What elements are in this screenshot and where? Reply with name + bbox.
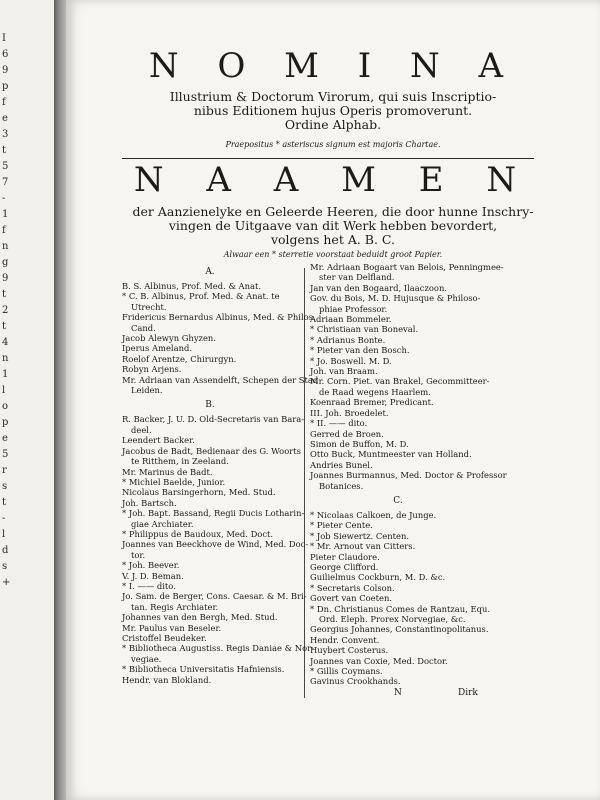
subscriber-entry: Cand. — [131, 322, 156, 333]
subscriber-entry: Huybert Costerus. — [310, 645, 389, 656]
nomina-subtitle-line-3: Ordine Alphab. — [284, 117, 382, 132]
subscriber-entry: Mr. Adriaan van Assendelft, Schepen der Stad — [122, 374, 319, 385]
signature-mark: N — [394, 688, 402, 698]
nomina-title: N O M I N A — [148, 46, 518, 86]
subscriber-entry: * Pieter Cente. — [310, 520, 373, 531]
facing-page-fragment: + — [2, 577, 11, 588]
facing-page-fragment: 5 — [2, 449, 9, 460]
subscriber-entry: Botanices. — [319, 480, 364, 491]
facing-page-fragment: 1 — [2, 369, 9, 380]
facing-page-edge — [0, 0, 55, 800]
subscriber-entry: * Michiel Baelde, Junior. — [122, 476, 226, 487]
subscriber-entry: Simon de Buffon, M. D. — [310, 438, 409, 449]
facing-page-fragment: s — [2, 561, 8, 572]
subscriber-entry: Joannes van Beeckhove de Wind, Med. Doc- — [122, 539, 309, 550]
naamen-title: N A A M E N — [133, 160, 533, 200]
subscriber-entry: Mr. Paulus van Beseler. — [122, 622, 222, 633]
subscriber-entry: ster van Delfland. — [319, 272, 395, 283]
facing-page-fragment: g — [2, 257, 9, 268]
subscriber-entry: * Joh. Bapt. Bassand, Regii Ducis Lotharin- — [122, 508, 305, 519]
subscriber-entry: R. Backer, J. U. D. Old-Secretaris van Bara- — [122, 414, 305, 425]
subscriber-entry: George Clifford. — [310, 561, 379, 572]
facing-page-fragment: I — [2, 33, 6, 44]
left-column — [122, 262, 319, 685]
subscriber-entry: * C. B. Albinus, Prof. Med. & Anat. te — [122, 291, 280, 302]
subscriber-entry: Joannes van Coxie, Med. Doctor. — [310, 655, 448, 666]
subscriber-entry: Joannes Burmannus, Med. Doctor & Professor — [310, 470, 507, 481]
subscriber-entry: B. S. Albinus, Prof. Med. & Anat. — [122, 281, 262, 291]
naamen-subtitle-line-2: vingen de Uitgaave van dit Werk hebben bevordert, — [168, 218, 498, 233]
subscriber-entry: Gerred de Broen. — [310, 428, 384, 439]
facing-page-fragment: t — [2, 289, 7, 300]
subscriber-entry: Robyn Arjens. — [122, 364, 182, 375]
subscriber-entry: te Ritthem, in Zeeland. — [131, 456, 229, 467]
subscriber-entry: Fridericus Bernardus Albinus, Med. & Philos. — [122, 312, 316, 323]
facing-page-fragment: t — [2, 145, 7, 156]
subscriber-entry: Hendr. van Blokland. — [122, 674, 212, 685]
subscriber-entry: Mr. Corn. Piet. van Brakel, Gecommitteer- — [310, 376, 490, 387]
subscriber-entry: Mr. Adriaan Bogaart van Belois, Penningmee- — [310, 262, 504, 272]
subscriber-entry: Leendert Backer. — [122, 435, 195, 446]
subscriber-entry: * Bibliotheca Augustiss. Regis Daniae & Nor- — [122, 643, 314, 654]
facing-page-fragment: o — [2, 401, 9, 412]
subscriber-entry: de Raad wegens Haarlem. — [319, 386, 431, 397]
subscriber-entry: Nicolaus Barsingerhorn, Med. Stud. — [122, 487, 276, 498]
book-gutter — [54, 0, 66, 800]
subscriber-entry: * Gillis Coymans. — [310, 666, 383, 677]
facing-page-fragment: 6 — [2, 49, 9, 60]
subscriber-entry: Utrecht. — [131, 301, 167, 312]
facing-page-fragment: 3 — [2, 129, 9, 140]
subscriber-entry: Jacob Alewyn Ghyzen. — [122, 333, 216, 344]
subscriber-entry: tan. Regis Archiater. — [131, 601, 219, 612]
subscriber-entry: III. Joh. Broedelet. — [310, 407, 389, 418]
subscriber-entry: Pieter Claudore. — [310, 551, 380, 562]
section-letter: C. — [393, 495, 403, 506]
subscriber-entry: Guilielmus Cockburn, M. D. &c. — [310, 572, 446, 583]
section-letter: A. — [205, 267, 215, 277]
facing-page-fragment: d — [2, 545, 9, 556]
subscriber-entry: Otto Buck, Muntmeester van Holland. — [310, 449, 472, 460]
facing-page-fragment: p — [2, 417, 9, 428]
facing-page-fragment: l — [2, 529, 6, 540]
subscriber-entry: Hendr. Convent. — [310, 634, 380, 645]
naamen-subtitle-line-3: volgens het A. B. C. — [270, 232, 396, 247]
facing-page-fragment: 4 — [2, 337, 9, 348]
subscriber-entry: * I. —— dito. — [122, 580, 176, 591]
subscriber-entry: * Nicolaas Calkoen, de Junge. — [310, 509, 437, 520]
facing-page-fragment: t — [2, 497, 7, 508]
facing-page-fragment: 2 — [2, 305, 9, 316]
right-column — [310, 262, 507, 687]
subscriber-entry: * Adrianus Bonte. — [310, 334, 386, 345]
facing-page-fragment: t — [2, 321, 7, 332]
catchword: Dirk — [458, 688, 478, 698]
subscriber-entry: Joh. van Braam. — [310, 366, 378, 377]
subscriber-entry: * Christiaan van Boneval. — [310, 324, 419, 335]
subscriber-entry: Ord. Eleph. Prorex Norvegiae, &c. — [319, 614, 466, 624]
subscriber-entry: Roelof Arentze, Chirurgyn. — [122, 353, 237, 364]
subscriber-entry: tor. — [131, 549, 146, 560]
subscriber-entry: giae Archiater. — [131, 518, 194, 529]
facing-page-fragment: e — [2, 433, 8, 444]
subscriber-entry: Cristoffel Beudeker. — [122, 633, 207, 643]
subscriber-entry: Jo. Sam. de Berger, Cons. Caesar. & M. Bri- — [122, 591, 307, 602]
subscriber-entry: deel. — [131, 424, 152, 435]
book-page — [66, 0, 600, 800]
subscriber-entry: * Bibliotheca Universitatis Hafniensis. — [122, 664, 285, 675]
subscriber-entry: Andries Bunel. — [310, 459, 373, 470]
subscriber-entry: * Joh. Beever. — [122, 560, 180, 571]
naamen-subtitle-line-1: der Aanzienelyke en Geleerde Heeren, die door hunne Inschry- — [132, 204, 534, 219]
nomina-subtitle-line-1: Illustrium & Doctorum Virorum, qui suis Inscriptio- — [169, 89, 497, 104]
subscriber-entry: vegiae. — [131, 653, 162, 664]
subscriber-entry: * Dn. Christianus Comes de Rantzau, Equ. — [310, 603, 491, 614]
subscriber-entry: Adriaan Bommeler. — [310, 314, 392, 325]
facing-page-fragment: r — [2, 465, 7, 476]
subscriber-entry: phiae Professor. — [319, 303, 388, 314]
nomina-subtitle-line-2: nibus Editionem hujus Operis promoverunt. — [193, 103, 473, 118]
facing-page-fragment: 9 — [2, 273, 9, 284]
facing-page-fragment: n — [2, 353, 9, 364]
subscriber-entry: Jacobus de Badt, Bedienaar des G. Woorts — [122, 445, 301, 456]
facing-page-fragment: s — [2, 481, 8, 492]
facing-page-fragment: - — [2, 193, 6, 204]
facing-page-fragment: 5 — [2, 161, 9, 172]
subscriber-entry: Georgius Johannes, Constantinopolitanus. — [310, 624, 489, 635]
facing-page-fragment: l — [2, 385, 6, 396]
section-letter: B. — [205, 400, 215, 411]
facing-page-fragment: 1 — [2, 209, 9, 220]
facing-page-fragment: n — [2, 241, 9, 252]
subscriber-entry: Mr. Marinus de Badt. — [122, 466, 213, 477]
naamen-asterisk-note: Alwaar een * sterretie voorstaat beduidt groot Papier. — [223, 250, 443, 259]
subscriber-entry: Govert van Coeten. — [310, 593, 393, 604]
subscriber-entry: V. J. D. Beman. — [122, 570, 184, 581]
heading-divider — [122, 158, 534, 159]
nomina-asterisk-note: Praepositus * asteriscus signum est majoris Chartae. — [225, 140, 441, 149]
subscriber-entry: Iperus Ameland. — [122, 343, 193, 354]
subscriber-entry: Koenraad Bremer, Predicant. — [310, 397, 434, 408]
subscriber-entry: Joh. Bartsch. — [122, 497, 177, 508]
subscriber-entry: Johannes van den Bergh, Med. Stud. — [122, 612, 278, 623]
subscriber-entry: * Philippus de Baudoux, Med. Doct. — [122, 528, 274, 539]
facing-page-fragment: f — [2, 225, 6, 236]
subscriber-entry: * Job Siewertz. Centen. — [310, 530, 410, 541]
facing-page-fragment: - — [2, 513, 6, 524]
subscriber-entry: Jan van den Bogaard, Ilaaczoon. — [310, 282, 448, 293]
facing-page-fragment: p — [2, 81, 9, 92]
facing-page-fragment: 7 — [2, 177, 9, 188]
subscriber-entry: * Jo. Boswell. M. D. — [310, 355, 392, 366]
subscriber-entry: * Mr. Arnout van Citters. — [310, 541, 416, 552]
subscriber-entry: * Pieter van den Bosch. — [310, 345, 410, 356]
subscriber-entry: Gov. du Bois, M. D. Hujusque & Philoso- — [310, 293, 481, 304]
facing-page-fragment: f — [2, 97, 6, 108]
subscriber-entry: * Secretaris Colson. — [310, 582, 395, 593]
facing-page-fragment: 9 — [2, 65, 9, 76]
facing-page-fragment: e — [2, 113, 8, 124]
subscriber-entry: Leiden. — [131, 385, 163, 396]
subscriber-entry: * II. —— dito. — [310, 418, 368, 429]
subscriber-entry: Gavinus Crookhands. — [310, 676, 401, 687]
column-divider — [304, 268, 305, 698]
